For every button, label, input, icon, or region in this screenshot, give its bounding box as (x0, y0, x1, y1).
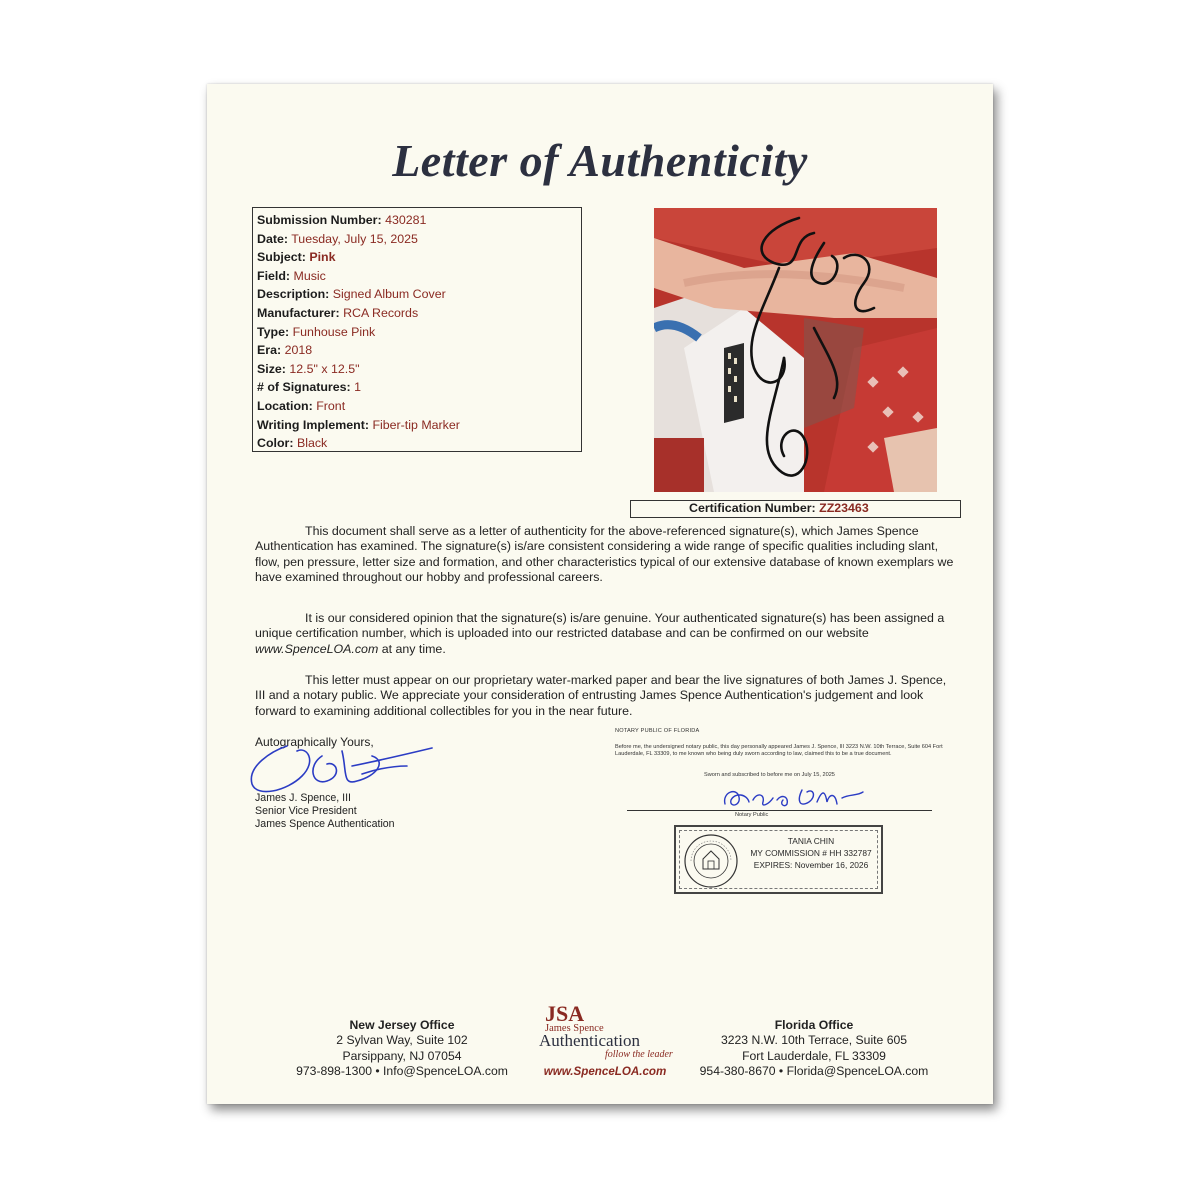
paragraph-opinion: It is our considered opinion that the signature(s) is/are genuine. Your authenticated signature(s) has been assigned a unique certification number, which is uploaded into our restricted database and can be confirmed on our website www.SpenceLOA.com at any time. (255, 611, 945, 656)
submission-info-box (252, 207, 582, 452)
jsa-logo: JSA James Spence Authentication follow the leader www.SpenceLOA.com (525, 1001, 685, 1077)
notary-public-label: Notary Public (735, 812, 769, 818)
new-jersey-office: New Jersey Office 2 Sylvan Way, Suite 102 Parsippany, NJ 07054 973-898-1300 • Info@SpenceLOA.com (296, 1018, 508, 1079)
notary-sworn-date: Sworn and subscribed to before me on July 15, 2025 (704, 772, 835, 778)
info-row: # of Signatures: 1 (257, 380, 361, 395)
paragraph-requirements: This letter must appear on our proprietary water-marked paper and bear the live signatures of both James J. Spence, III and a notary public. We appreciate your consideration of entrusting James Spence Authentication's judgement and look forward to examining additional collectibles for you in the near future. (255, 673, 947, 718)
info-row: Date: Tuesday, July 15, 2025 (257, 231, 418, 246)
info-row: Submission Number: 430281 (257, 213, 427, 227)
info-row: Type: Funhouse Pink (257, 324, 376, 339)
paragraph-examination: This document shall serve as a letter of authenticity for the above-referenced signature(s), which James Spence Authentication has examined. The signature(s) is/are consistent considering a wide range of specific qualities including slant, flow, pen pressure, letter size and formation, and other characteristics typical of our extensive database of known exemplars we have examined throughout our hobby and professional careers. (255, 524, 954, 585)
notary-expiration: EXPIRES: November 16, 2026 (753, 859, 869, 870)
jsa-website-link[interactable]: www.SpenceLOA.com (543, 1065, 667, 1078)
info-row: Manufacturer: RCA Records (257, 305, 419, 320)
info-row: Subject: Pink (257, 250, 336, 265)
info-row: Color: Black (257, 436, 328, 451)
notary-commission-text (743, 836, 879, 871)
letter-paper (207, 84, 993, 1104)
notary-name: TANIA CHIN (787, 836, 835, 846)
florida-office: Florida Office 3223 N.W. 10th Terrace, Suite 605 Fort Lauderdale, FL 33309 954-380-8670 • Florida@SpenceLOA.com (699, 1018, 929, 1079)
closing-text: Autographically Yours, (255, 735, 374, 749)
signer-name: James J. Spence, III (255, 792, 351, 804)
website-link[interactable]: www.SpenceLOA.com (255, 641, 379, 656)
signer-company: James Spence Authentication (255, 818, 395, 830)
info-row: Writing Implement: Fiber-tip Marker (257, 417, 460, 432)
page-title: Letter of Authenticity (392, 135, 808, 186)
notary-heading: NOTARY PUBLIC OF FLORIDA (615, 728, 700, 734)
notary-statement: Before me, the undersigned notary public, this day personally appeared James J. Spence, III 3223 N.W. 10th Terrace, Suite 604 Fort Lauderdale, FL 33309, to me known who being duly sworn according to law, claimed this to be a true document. (615, 744, 943, 758)
certification-value: ZZ23463 (819, 501, 869, 515)
notary-commission-number: MY COMMISSION # HH 332787 (750, 847, 872, 858)
info-row: Description: Signed Album Cover (257, 287, 446, 302)
info-row: Field: Music (257, 268, 326, 283)
certification-number-box (630, 500, 961, 518)
signer-title: Senior Vice President (255, 805, 357, 817)
info-row: Location: Front (257, 398, 346, 413)
certification-label: Certification Number: (689, 501, 816, 515)
signer-info (255, 792, 395, 831)
notary-seal-icon (683, 833, 739, 889)
info-row: Size: 12.5" x 12.5" (257, 361, 360, 376)
info-row: Era: 2018 (257, 343, 313, 358)
notary-stamp (674, 825, 883, 894)
signed-album-photo (654, 208, 937, 492)
notary-signature-line (627, 810, 932, 811)
notary-signature-icon (717, 782, 867, 812)
